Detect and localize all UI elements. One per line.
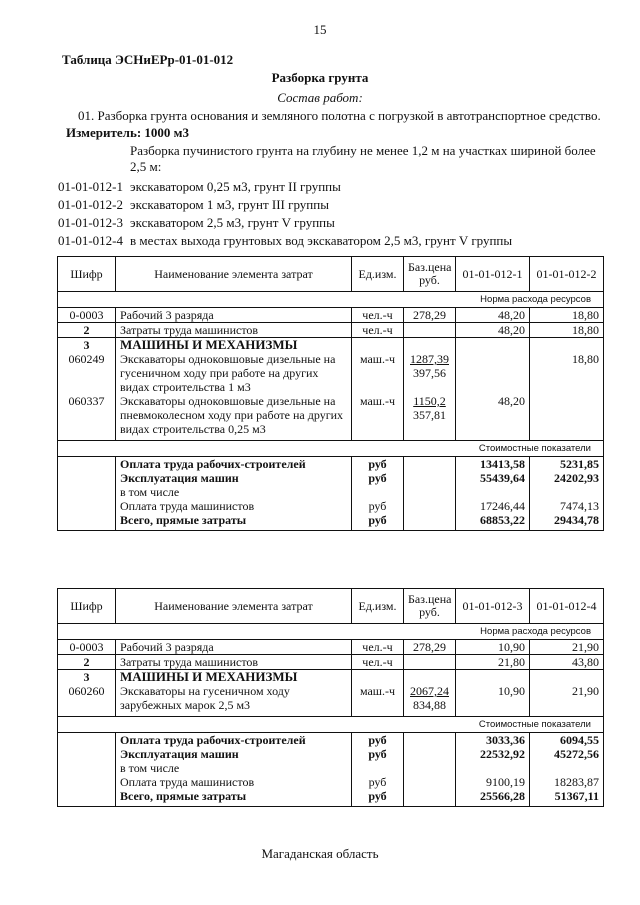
row-name: Рабочий 3 разряда xyxy=(116,308,352,323)
header-name: Наименование элемента затрат xyxy=(116,257,352,292)
row-value-2: 18,80 xyxy=(530,308,604,323)
cost-name: Оплата труда машинистов xyxy=(116,499,352,513)
machine-code: 060337 xyxy=(58,394,116,441)
machine-row xyxy=(58,394,604,441)
row-value-1: 10,90 xyxy=(456,640,530,655)
cost-value-2: 24202,93 xyxy=(530,471,604,485)
cost-name: Оплата труда рабочих-строителей xyxy=(116,457,352,472)
machine-code: 060249 xyxy=(58,352,116,394)
header-col2: 01-01-012-4 xyxy=(530,589,604,624)
code-list xyxy=(58,178,512,250)
table-row xyxy=(58,323,604,338)
code: 01-01-012-4 xyxy=(58,233,123,248)
row-price xyxy=(404,323,456,338)
cost-row xyxy=(58,513,604,531)
row-name: Затраты труда машинистов xyxy=(116,323,352,338)
cost-unit: руб xyxy=(352,513,404,531)
cost-name: Эксплуатация машин xyxy=(116,471,352,485)
cost-value-1: 55439,64 xyxy=(456,471,530,485)
section-code: 3 xyxy=(58,338,116,353)
machine-price-top: 1150,2 xyxy=(413,394,446,408)
table-row xyxy=(58,308,604,323)
machine-unit: маш.-ч xyxy=(352,352,404,394)
machine-name: Экскаваторы одноковшовые дизельные на гусеничном ходу при работе на других видах строительства 1 м3 xyxy=(116,352,352,394)
code-text: экскаватором 1 м3, грунт III группы xyxy=(130,197,329,212)
machine-price-bottom: 397,56 xyxy=(413,366,446,380)
cost-value-2: 6094,55 xyxy=(530,733,604,748)
section-code: 3 xyxy=(58,670,116,685)
machine-unit: маш.-ч xyxy=(352,394,404,441)
code: 01-01-012-1 xyxy=(58,179,123,194)
table-header-row xyxy=(58,589,604,624)
header-shifr: Шифр xyxy=(58,257,116,292)
machine-value-1: 10,90 xyxy=(456,684,530,717)
cost-name: Эксплуатация машин xyxy=(116,747,352,761)
row-value-2: 18,80 xyxy=(530,323,604,338)
code-text: экскаватором 2,5 м3, грунт V группы xyxy=(130,215,335,230)
header-shifr: Шифр xyxy=(58,589,116,624)
page-title: Разборка грунта xyxy=(271,70,369,85)
header-unit: Ед.изм. xyxy=(352,589,404,624)
row-price: 278,29 xyxy=(404,308,456,323)
code-list-item xyxy=(58,232,512,250)
header-col2: 01-01-012-2 xyxy=(530,257,604,292)
header-name: Наименование элемента затрат xyxy=(116,589,352,624)
row-unit: чел.-ч xyxy=(352,323,404,338)
cost-value-2: 45272,56 xyxy=(530,747,604,761)
measure-unit: Измеритель: 1000 м3 xyxy=(66,125,190,140)
table-code: Таблица ЭСНиЕРр-01-01-012 xyxy=(62,52,234,67)
machine-unit: маш.-ч xyxy=(352,684,404,717)
norma-label: Норма расхода ресурсов xyxy=(58,292,604,308)
cost-value-2: 51367,11 xyxy=(530,789,604,807)
code-text: экскаватором 0,25 м3, грунт II группы xyxy=(130,179,341,194)
work-composition-label: Состав работ: xyxy=(277,90,363,105)
cost-value-1: 17246,44 xyxy=(456,499,530,513)
machine-value-2: 18,80 xyxy=(530,352,604,394)
cost-value-2: 5231,85 xyxy=(530,457,604,472)
cost-value-2: 29434,78 xyxy=(530,513,604,531)
code: 01-01-012-3 xyxy=(58,215,123,230)
row-value-2: 21,90 xyxy=(530,640,604,655)
section-row xyxy=(58,338,604,353)
header-price: Баз.цена руб. xyxy=(404,589,456,624)
cost-value-1: 3033,36 xyxy=(456,733,530,748)
header-col1: 01-01-012-3 xyxy=(456,589,530,624)
cost-including: в том числе xyxy=(116,485,352,499)
row-name: Рабочий 3 разряда xyxy=(116,640,352,655)
code-list-item xyxy=(58,214,512,232)
cost-name: Оплата труда рабочих-строителей xyxy=(116,733,352,748)
cost-value-1: 25566,28 xyxy=(456,789,530,807)
header-col1: 01-01-012-1 xyxy=(456,257,530,292)
cost-row xyxy=(58,733,604,748)
row-price: 278,29 xyxy=(404,640,456,655)
machine-value-1: 48,20 xyxy=(456,394,530,441)
row-code: 0-0003 xyxy=(58,640,116,655)
resource-table-1 xyxy=(57,256,604,531)
machine-price-bottom: 834,88 xyxy=(413,698,446,712)
row-value-1: 48,20 xyxy=(456,308,530,323)
cost-row xyxy=(58,485,604,499)
resource-table-2 xyxy=(57,588,604,807)
table-row xyxy=(58,655,604,670)
row-code: 2 xyxy=(58,323,116,338)
work-item: 01. Разборка грунта основания и земляного полотна с погрузкой в автотранспортное средство. xyxy=(78,108,601,123)
section-row xyxy=(58,670,604,685)
cost-name: Всего, прямые затраты xyxy=(116,513,352,531)
row-unit: чел.-ч xyxy=(352,308,404,323)
cost-name: Оплата труда машинистов xyxy=(116,775,352,789)
row-name: Затраты труда машинистов xyxy=(116,655,352,670)
code: 01-01-012-2 xyxy=(58,197,123,212)
table-row xyxy=(58,640,604,655)
cost-row xyxy=(58,747,604,761)
machine-value-2 xyxy=(530,394,604,441)
cost-unit: руб xyxy=(352,457,404,472)
page-number: 15 xyxy=(313,22,327,37)
cost-value-1: 13413,58 xyxy=(456,457,530,472)
cost-name: Всего, прямые затраты xyxy=(116,789,352,807)
footer-region: Магаданская область xyxy=(261,846,379,861)
machine-row xyxy=(58,684,604,717)
row-price xyxy=(404,655,456,670)
stoim-label: Стоимостные показатели xyxy=(58,717,604,733)
cost-value-1: 9100,19 xyxy=(456,775,530,789)
cost-row xyxy=(58,457,604,472)
header-price: Баз.цена руб. xyxy=(404,257,456,292)
table-header-row xyxy=(58,257,604,292)
machine-value-1 xyxy=(456,352,530,394)
machine-name: Экскаваторы на гусеничном ходу зарубежных марок 2,5 м3 xyxy=(116,684,352,717)
cost-value-1: 22532,92 xyxy=(456,747,530,761)
cost-unit: руб xyxy=(352,747,404,761)
stoim-label: Стоимостные показатели xyxy=(58,441,604,457)
section-name: МАШИНЫ И МЕХАНИЗМЫ xyxy=(116,670,352,685)
code-list-item xyxy=(58,196,512,214)
cost-row xyxy=(58,471,604,485)
cost-value-1: 68853,22 xyxy=(456,513,530,531)
machine-name: Экскаваторы одноковшовые дизельные на пневмоколесном ходу при работе на других видах строительства 0,25 м3 xyxy=(116,394,352,441)
row-unit: чел.-ч xyxy=(352,640,404,655)
section-name: МАШИНЫ И МЕХАНИЗМЫ xyxy=(116,338,352,353)
row-code: 2 xyxy=(58,655,116,670)
machine-price-bottom: 357,81 xyxy=(413,408,446,422)
header-unit: Ед.изм. xyxy=(352,257,404,292)
cost-row xyxy=(58,775,604,789)
cost-row xyxy=(58,789,604,807)
machine-price-top: 1287,39 xyxy=(410,352,449,366)
row-value-2: 43,80 xyxy=(530,655,604,670)
cost-unit: руб xyxy=(352,471,404,485)
machine-row xyxy=(58,352,604,394)
row-value-1: 21,80 xyxy=(456,655,530,670)
cost-row xyxy=(58,761,604,775)
code-text: в местах выхода грунтовых вод экскаватором 2,5 м3, грунт V группы xyxy=(130,233,513,248)
code-list-item xyxy=(58,178,512,196)
cost-unit: руб xyxy=(352,499,404,513)
row-value-1: 48,20 xyxy=(456,323,530,338)
cost-value-2: 18283,87 xyxy=(530,775,604,789)
machine-price-top: 2067,24 xyxy=(410,684,449,698)
cost-including: в том числе xyxy=(116,761,352,775)
cost-unit: руб xyxy=(352,775,404,789)
machine-value-2: 21,90 xyxy=(530,684,604,717)
cost-unit: руб xyxy=(352,733,404,748)
work-description: Разборка пучинистого грунта на глубину не менее 1,2 м на участках шириной более 2,5 м: xyxy=(130,143,596,174)
cost-unit: руб xyxy=(352,789,404,807)
row-unit: чел.-ч xyxy=(352,655,404,670)
cost-row xyxy=(58,499,604,513)
row-code: 0-0003 xyxy=(58,308,116,323)
norma-label: Норма расхода ресурсов xyxy=(58,624,604,640)
machine-code: 060260 xyxy=(58,684,116,717)
cost-value-2: 7474,13 xyxy=(530,499,604,513)
